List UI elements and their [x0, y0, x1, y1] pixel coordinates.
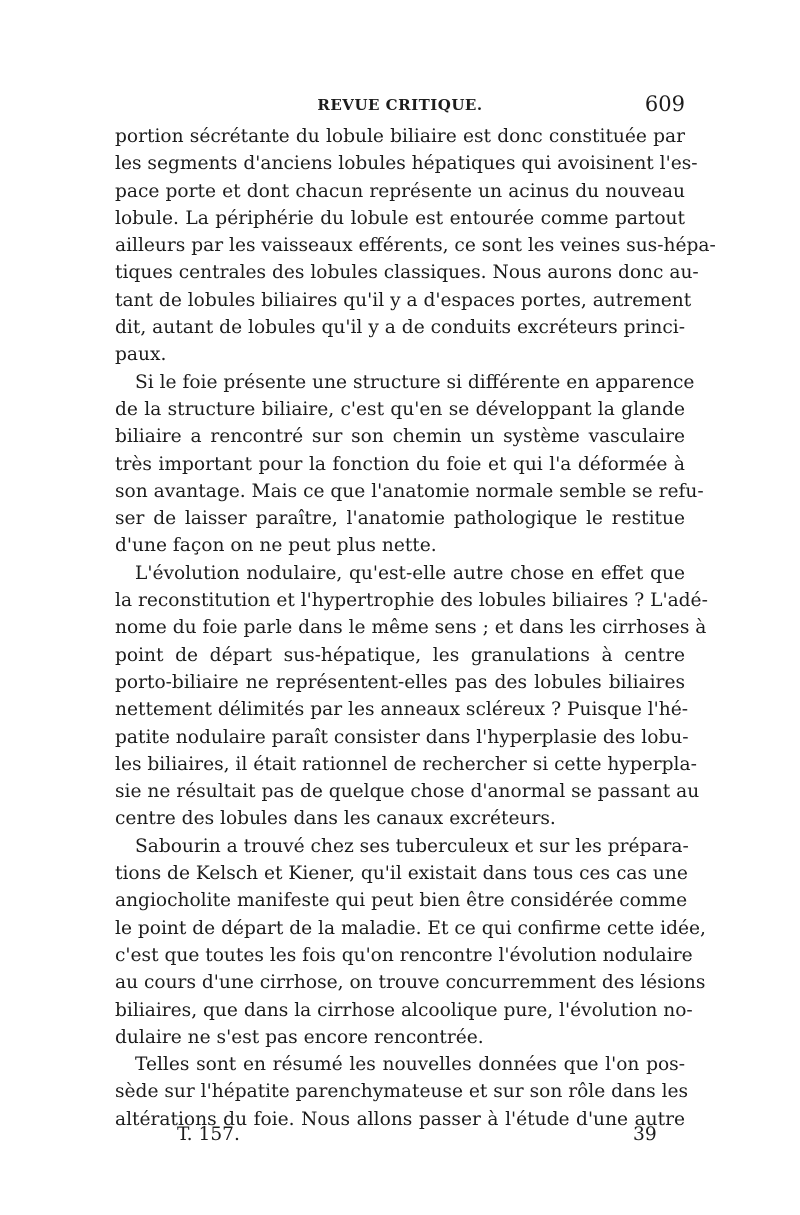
text-line: tions de Kelsch et Kiener, qu'il existait dans tous ces cas une — [115, 863, 688, 885]
sheet-number: 39 — [633, 1124, 657, 1145]
text-line: biliaire a rencontré sur son chemin un système vasculaire — [115, 426, 685, 448]
text-line: point de départ sus-hépatique, les granulations à centre — [115, 644, 685, 666]
text-line: sède sur l'hépatite parenchymateuse et sur son rôle dans les — [115, 1081, 689, 1103]
paragraph — [115, 1051, 689, 1133]
text-line: tant de lobules biliaires qu'il y a d'espaces portes, autrement — [115, 289, 692, 311]
text-line: Sabourin a trouvé chez ses tuberculeux et sur les prépara- — [135, 835, 689, 857]
text-line: paux. — [115, 344, 167, 366]
text-line: les biliaires, il était rationnel de rechercher si cette hyperpla- — [115, 753, 697, 775]
text-line: son avantage. Mais ce que l'anatomie normale semble se refu- — [115, 480, 704, 502]
text-line: Si le foie présente une structure si différente en apparence — [135, 371, 695, 393]
paragraph — [115, 123, 716, 369]
paragraph — [115, 369, 704, 560]
signature-mark: T. 157. — [177, 1124, 240, 1145]
text-line: pace porte et dont chacun représente un acinus du nouveau — [115, 180, 685, 202]
text-line: altérations du foie. Nous allons passer à l'étude d'une autre — [115, 1108, 685, 1130]
text-line: d'une façon on ne peut plus nette. — [115, 535, 437, 557]
text-line: dulaire ne s'est pas encore rencontrée. — [115, 1026, 484, 1048]
text-line: ser de laisser paraître, l'anatomie pathologique le restitue — [115, 508, 685, 530]
text-line: la reconstitution et l'hypertrophie des lobules biliaires ? L'adé- — [115, 590, 708, 612]
text-line: c'est que toutes les fois qu'on rencontre l'évolution nodulaire — [115, 944, 693, 966]
text-line: biliaires, que dans la cirrhose alcoolique pure, l'évolution no- — [115, 999, 693, 1021]
text-line: au cours d'une cirrhose, on trouve concurremment des lésions — [115, 972, 706, 994]
text-line: centre des lobules dans les canaux excréteurs. — [115, 808, 556, 830]
text-line: lobule. La périphérie du lobule est entourée comme partout — [115, 207, 685, 229]
page-number: 609 — [644, 92, 685, 116]
text-line: porto-biliaire ne représentent-elles pas des lobules biliaires — [115, 671, 685, 693]
text-line: patite nodulaire paraît consister dans l'hyperplasie des lobu- — [115, 726, 689, 748]
body-text — [115, 123, 716, 1133]
text-line: nettement délimités par les anneaux scléreux ? Puisque l'hé- — [115, 699, 689, 721]
text-line: L'évolution nodulaire, qu'est-elle autre chose en effet que — [135, 562, 685, 584]
page-footer — [115, 1124, 685, 1152]
running-head — [115, 92, 685, 118]
text-line: sie ne résultait pas de quelque chose d'anormal se passant au — [115, 781, 700, 803]
text-line: nome du foie parle dans le même sens ; et dans les cirrhoses à — [115, 617, 707, 639]
text-line: portion sécrétante du lobule biliaire est donc constituée par — [115, 126, 685, 147]
text-line: tiques centrales des lobules classiques. Nous aurons donc au- — [115, 262, 699, 284]
text-line: dit, autant de lobules qu'il y a de conduits excréteurs princi- — [115, 317, 685, 339]
text-line: Telles sont en résumé les nouvelles données que l'on pos- — [135, 1054, 685, 1076]
paragraph — [115, 833, 706, 1051]
text-line: ailleurs par les vaisseaux efférents, ce sont les veines sus-hépa- — [115, 235, 716, 257]
running-title: REVUE CRITIQUE. — [317, 96, 483, 114]
text-line: angiocholite manifeste qui peut bien être considérée comme — [115, 890, 688, 912]
text-line: les segments d'anciens lobules hépatiques qui avoisinent l'es- — [115, 153, 698, 175]
text-line: de la structure biliaire, c'est qu'en se développant la glande — [115, 398, 685, 420]
text-line: le point de départ de la maladie. Et ce qui confirme cette idée, — [115, 917, 706, 939]
paragraph — [115, 560, 708, 833]
text-line: très important pour la fonction du foie et qui l'a déformée à — [115, 453, 685, 475]
